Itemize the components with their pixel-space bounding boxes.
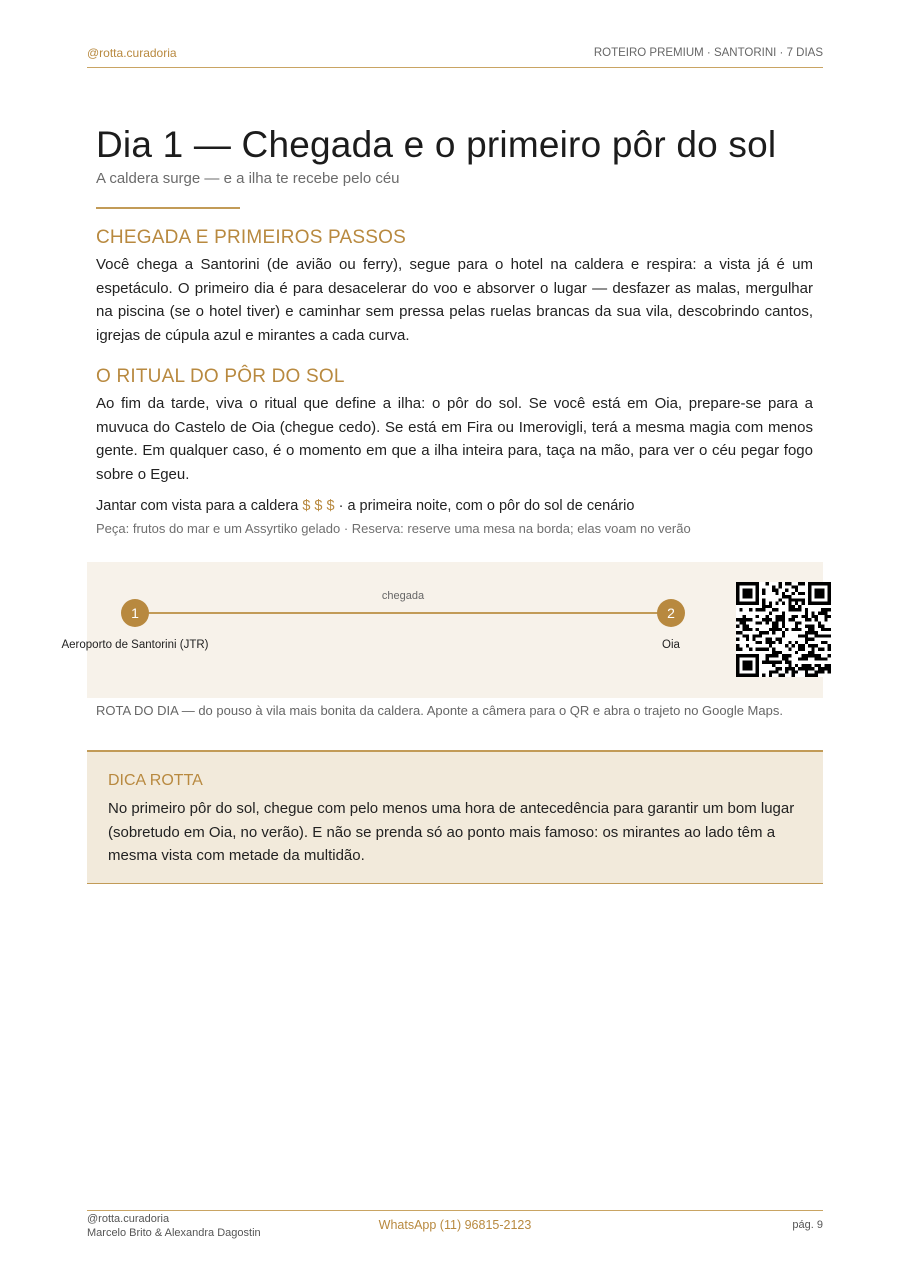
title-underline — [96, 207, 240, 209]
route-stop-marker-2: 2 — [657, 599, 685, 627]
header-divider — [87, 67, 823, 68]
section-heading-arrival: CHEGADA E PRIMEIROS PASSOS — [96, 227, 406, 248]
header-brand: @rotta.curadoria — [87, 46, 177, 60]
meal-label: Jantar com vista para a caldera — [96, 498, 299, 514]
route-stop-name-1: Aeroporto de Santorini (JTR) — [61, 639, 209, 651]
route-map-panel — [87, 562, 823, 698]
route-caption: ROTA DO DIA — do pouso à vila mais bonita da caldera. Aponte a câmera para o QR e abra o trajeto no Google Maps. — [96, 703, 783, 718]
section-text-sunset: Ao fim da tarde, viva o ritual que define a ilha: o pôr do sol. Se você está em Oia, prepare-se para a muvuca do Castelo de Oia (chegue cedo). Se está em Fira ou Imerovigli, terá a mesma magia com menos gente. Em qualquer caso, é o momento em que a ilha inteira para, taça na mão, para ver o céu pegar fogo sobre o Egeu. — [96, 395, 813, 483]
footer-brand: @rotta.curadoria — [87, 1213, 170, 1225]
page-title: Dia 1 — Chegada e o primeiro pôr do sol — [96, 124, 777, 165]
tip-heading: DICA ROTTA — [108, 772, 203, 789]
footer-contact: WhatsApp (11) 96815-2123 — [378, 1218, 532, 1232]
section-text-arrival: Você chega a Santorini (de avião ou ferry), segue para o hotel na caldera e respira: a vista já é um espetáculo. O primeiro dia é para desacelerar do voo e absorver o lugar — desfazer as malas, mergulhar na piscina (se o hotel tiver) e caminhar sem pressa pelas ruelas brancas da sua vila, descobrindo cantos, igrejas de cúpula azul e mirantes a cada curva. — [96, 256, 813, 344]
meal-price: $ $ $ — [302, 498, 335, 514]
route-stop-name-2: Oia — [662, 639, 680, 651]
meal-description: · a primeira noite, com o pôr do sol de cenário — [338, 498, 635, 514]
qr-code-icon[interactable] — [736, 582, 831, 677]
route-segment-label: chegada — [381, 590, 425, 602]
meal-recommendation — [96, 498, 634, 514]
page-number: pág. 9 — [792, 1219, 823, 1231]
route-stop-marker-1: 1 — [121, 599, 149, 627]
tip-box — [87, 750, 823, 884]
meal-note: Peça: frutos do mar e um Assyrtiko gelado · Reserva: reserve uma mesa na borda; elas voam no verão — [96, 521, 691, 536]
footer-authors: Marcelo Brito & Alexandra Dagostin — [87, 1227, 261, 1239]
tip-text: No primeiro pôr do sol, chegue com pelo menos uma hora de antecedência para garantir um bom lugar (sobretudo em Oia, no verão). E não se prenda só ao ponto mais famoso: os mirantes ao lado têm a mesma vista com metade da multidão. — [108, 800, 795, 864]
header-doc-title: ROTEIRO PREMIUM · SANTORINI · 7 DIAS — [593, 47, 823, 59]
section-heading-sunset: O RITUAL DO PÔR DO SOL — [96, 366, 345, 387]
page-subtitle: A caldera surge — e a ilha te recebe pelo céu — [96, 170, 400, 187]
footer-divider — [87, 1210, 823, 1211]
route-line — [135, 612, 671, 614]
